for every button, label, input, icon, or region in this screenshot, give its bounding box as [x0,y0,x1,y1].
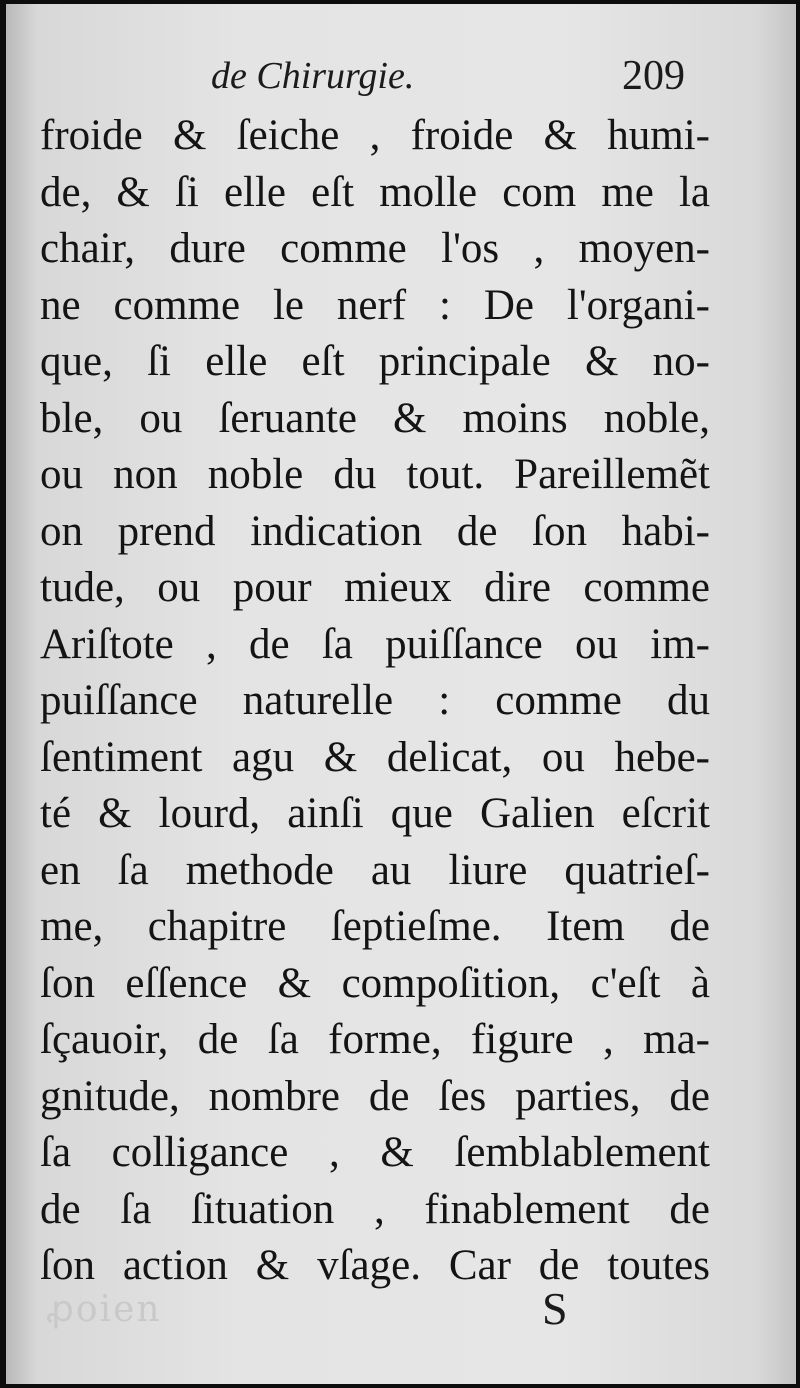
text-line: on prend indication de ſon habi- [40,507,710,555]
show-through-text: ꝓoien [46,1289,162,1330]
text-line: ſentiment agu & delicat, ou hebe- [40,733,710,781]
page-header [6,46,796,106]
text-line: en ſa methode au liure quatrieſ- [40,846,710,894]
text-line: ſon eſſence & compoſition, c'eſt à [40,959,710,1007]
text-line: de, & ſi elle eſt molle com me la [40,168,710,216]
book-page [6,4,796,1384]
text-line: ſa colligance , & ſemblablement [40,1129,710,1176]
text-line: chair, dure comme l'os , moyen- [40,225,710,272]
text-line: me, chapitre ſeptieſme. Item de [40,903,710,950]
text-line: puiſſance naturelle : comme du [40,677,710,724]
text-line: ou non noble du tout. Pareillemẽt [40,451,710,498]
text-line: de ſa ſituation , finablement de [40,1185,710,1233]
page-number: 209 [622,53,685,99]
text-line: tude, ou pour mieux dire comme [40,564,710,611]
text-line: ble, ou ſeruante & moins noble, [40,394,710,442]
text-line: gnitude, nombre de ſes parties, de [40,1072,710,1120]
body-text [40,108,710,1295]
text-line: que, ſi elle eſt principale & no- [40,338,710,385]
text-line: ſon action & vſage. Car de toutes [40,1242,710,1289]
text-line: té & lourd, ainſi que Galien eſcrit [40,790,710,837]
text-line: froide & ſeiche , froide & humi- [40,112,710,159]
signature-mark: S [542,1283,568,1334]
text-line: ne comme le nerf : De l'organi- [40,281,710,329]
text-line: ſçauoir, de ſa forme, figure , ma- [40,1016,710,1063]
text-line: Ariſtote , de ſa puiſſance ou im- [40,620,710,668]
running-head: de Chirurgie. [211,55,415,97]
